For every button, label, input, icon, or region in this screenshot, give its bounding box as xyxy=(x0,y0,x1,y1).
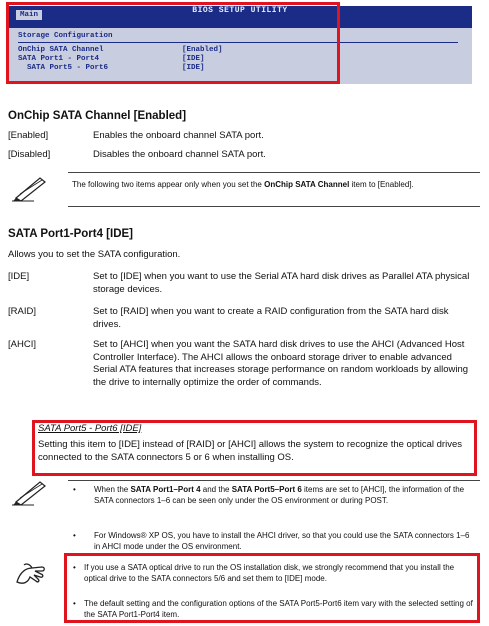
option-key: [Enabled] xyxy=(8,130,49,141)
option-desc: Set to [AHCI] when you want the SATA hard disk drives to use the AHCI (Advanced Host Controller Interface). The AHCI allows the onboard storage driver to enable advanced Serial ATA features that increases storage performance on random workloads by allowing the drive to internally optimize the order of commands. xyxy=(93,339,469,388)
note-text: The default setting and the configuration options of the SATA Port5-Port6 item vary with the selected setting of the SATA Port1-Port4 item. xyxy=(84,599,473,619)
option-desc: Enables the onboard channel SATA port. xyxy=(93,130,264,141)
option-desc: Disables the onboard channel SATA port. xyxy=(93,149,266,160)
note-divider xyxy=(68,480,480,481)
bios-row-value[interactable]: [Enabled] xyxy=(182,46,223,54)
sata56-heading: SATA Port5 - Port6 [IDE] xyxy=(38,423,142,434)
bios-row-label[interactable]: OnChip SATA Channel xyxy=(18,46,104,54)
onchip-heading: OnChip SATA Channel [Enabled] xyxy=(8,110,187,122)
sata14-heading: SATA Port1-Port4 [IDE] xyxy=(8,228,134,240)
sata56-text: Setting this item to [IDE] instead of [RAID] or [AHCI] allows the system to recognize the optical drives connected to the SATA connectors 5 or 6 when installing OS. xyxy=(38,439,462,463)
note-text: If you use a SATA optical drive to run the OS installation disk, we strongly recommend that you install the optical drive to the SATA connectors 5/6 and set them to [IDE] mode. xyxy=(84,563,455,583)
note-divider xyxy=(68,206,480,207)
bios-row-value[interactable]: [IDE] xyxy=(182,55,205,63)
option-desc: Set to [RAID] when you want to create a RAID configuration from the SATA hard disk drives. xyxy=(93,306,449,330)
option-desc: Set to [IDE] when you want to use the Serial ATA hard disk drives as Parallel ATA physical storage devices. xyxy=(93,271,470,295)
option-key: [IDE] xyxy=(8,271,30,282)
pen-icon xyxy=(10,478,50,506)
bios-row-value[interactable]: [IDE] xyxy=(182,64,205,72)
bios-row-label[interactable]: SATA Port1 - Port4 xyxy=(18,55,100,63)
option-key: [Disabled] xyxy=(8,149,51,160)
sata14-intro: Allows you to set the SATA configuration. xyxy=(8,249,181,260)
note-text: For Windows® XP OS, you have to install the AHCI driver, so that you could use the SATA connectors 1–6 in AHCI mode under the OS environment. xyxy=(94,531,470,551)
bios-row-label[interactable]: SATA Port5 - Port6 xyxy=(18,64,109,72)
bios-title: BIOS SETUP UTILITY xyxy=(192,6,288,15)
option-key: [RAID] xyxy=(8,306,36,317)
bullet: • xyxy=(73,485,76,494)
bullet: • xyxy=(73,599,76,608)
note-divider xyxy=(68,172,480,173)
note-text: When the SATA Port1–Port 4 and the SATA Port5–Port 6 items are set to [AHCI], the information of the SATA connectors 1–6 can be seen only under the OS environment or during POST. xyxy=(94,485,465,505)
option-key: [AHCI] xyxy=(8,339,36,350)
bios-section-title: Storage Configuration xyxy=(18,32,113,40)
note-text: The following two items appear only when you set the OnChip SATA Channel item to [Enabled]. xyxy=(72,180,414,189)
pen-icon xyxy=(10,174,50,202)
bios-highlight-frame xyxy=(6,2,340,84)
bullet: • xyxy=(73,563,76,572)
hand-icon xyxy=(14,560,48,590)
bios-tab-main[interactable]: Main xyxy=(16,10,42,20)
bullet: • xyxy=(73,531,76,540)
